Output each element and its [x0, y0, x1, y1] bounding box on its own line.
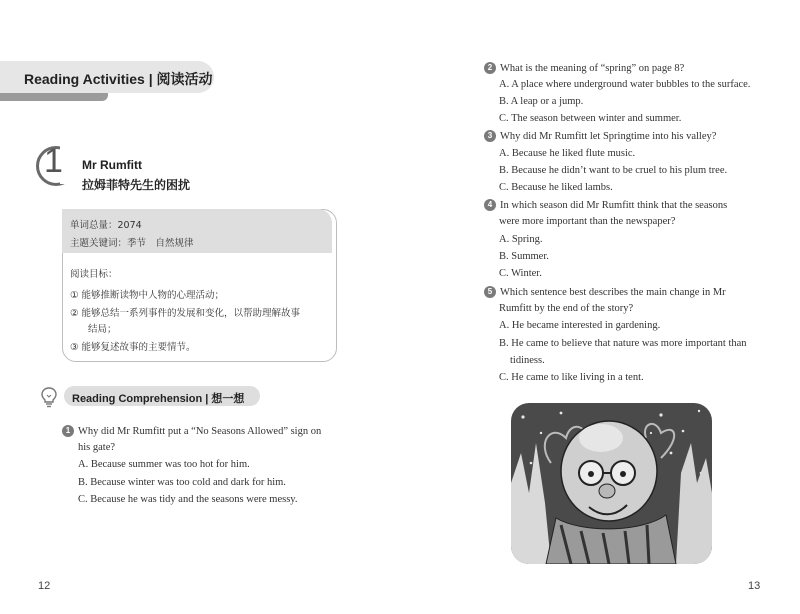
section-title: Reading Activities | 阅读活动 [24, 71, 213, 87]
story-title-cn: 拉姆菲特先生的困扰 [82, 178, 191, 192]
section-banner-accent [0, 93, 108, 101]
option-a: A. Spring. [499, 234, 543, 245]
question-number-badge: 1 [62, 425, 74, 437]
page-number-left: 12 [38, 580, 51, 592]
option-c: C. He came to like living in a tent. [499, 372, 644, 383]
option-b-continued: tidiness. [510, 355, 545, 366]
option-c: C. Winter. [499, 268, 542, 279]
question-text: What is the meaning of “spring” on page 8? [500, 63, 685, 74]
goal-item: ① 能够推断读物中人物的心理活动； [70, 290, 225, 301]
page-number-right: 13 [748, 580, 761, 592]
option-b: B. A leap or a jump. [499, 96, 584, 107]
question-1 [62, 425, 321, 437]
theme-keywords: 主题关键词：季节 自然规律 [70, 238, 194, 249]
question-3 [484, 130, 716, 142]
option-b: B. Because winter was too cold and dark for him. [78, 477, 286, 488]
option-a: A. Because he liked flute music. [499, 148, 636, 159]
word-count: 单词总量：2074 [70, 220, 142, 231]
lightbulb-icon [40, 386, 58, 408]
question-text-continued: were more important than the newspaper? [499, 216, 676, 227]
option-a: A. A place where underground water bubbles to the surface. [499, 79, 751, 90]
option-c: C. Because he liked lambs. [499, 182, 613, 193]
question-number-badge: 5 [484, 286, 496, 298]
option-b: B. He came to believe that nature was more important than [499, 338, 747, 349]
mr-rumfitt-illustration [511, 403, 712, 564]
story-number: 1 [44, 142, 63, 180]
option-c: C. The season between winter and summer. [499, 113, 682, 124]
comprehension-title: Reading Comprehension | 想一想 [72, 393, 245, 405]
option-c: C. Because he was tidy and the seasons were messy. [78, 494, 298, 505]
question-5 [484, 286, 726, 298]
question-text-continued: his gate? [78, 442, 116, 453]
goals-label: 阅读目标： [70, 269, 118, 280]
question-text: Why did Mr Rumfitt let Springtime into his valley? [500, 131, 717, 142]
question-number-badge: 2 [484, 62, 496, 74]
goal-item: ③ 能够复述故事的主要情节。 [70, 342, 196, 353]
question-text-continued: Rumfitt by the end of the story? [499, 303, 634, 314]
question-number-badge: 4 [484, 199, 496, 211]
question-text: Which sentence best describes the main change in Mr [500, 287, 726, 298]
story-title-en: Mr Rumfitt [82, 158, 142, 172]
question-number-badge: 3 [484, 130, 496, 142]
question-text: Why did Mr Rumfitt put a “No Seasons Allowed” sign on [78, 426, 322, 437]
goal-item-continued: 结局； [88, 324, 117, 335]
question-text: In which season did Mr Rumfitt think that the seasons [500, 200, 728, 211]
option-b: B. Summer. [499, 251, 549, 262]
option-b: B. Because he didn’t want to be cruel to his plum tree. [499, 165, 728, 176]
question-4 [484, 199, 727, 211]
option-a: A. He became interested in gardening. [499, 320, 661, 331]
goal-item: ② 能够总结一系列事件的发展和变化，以帮助理解故事 [70, 308, 301, 319]
question-2 [484, 62, 684, 74]
option-a: A. Because summer was too hot for him. [78, 459, 250, 470]
